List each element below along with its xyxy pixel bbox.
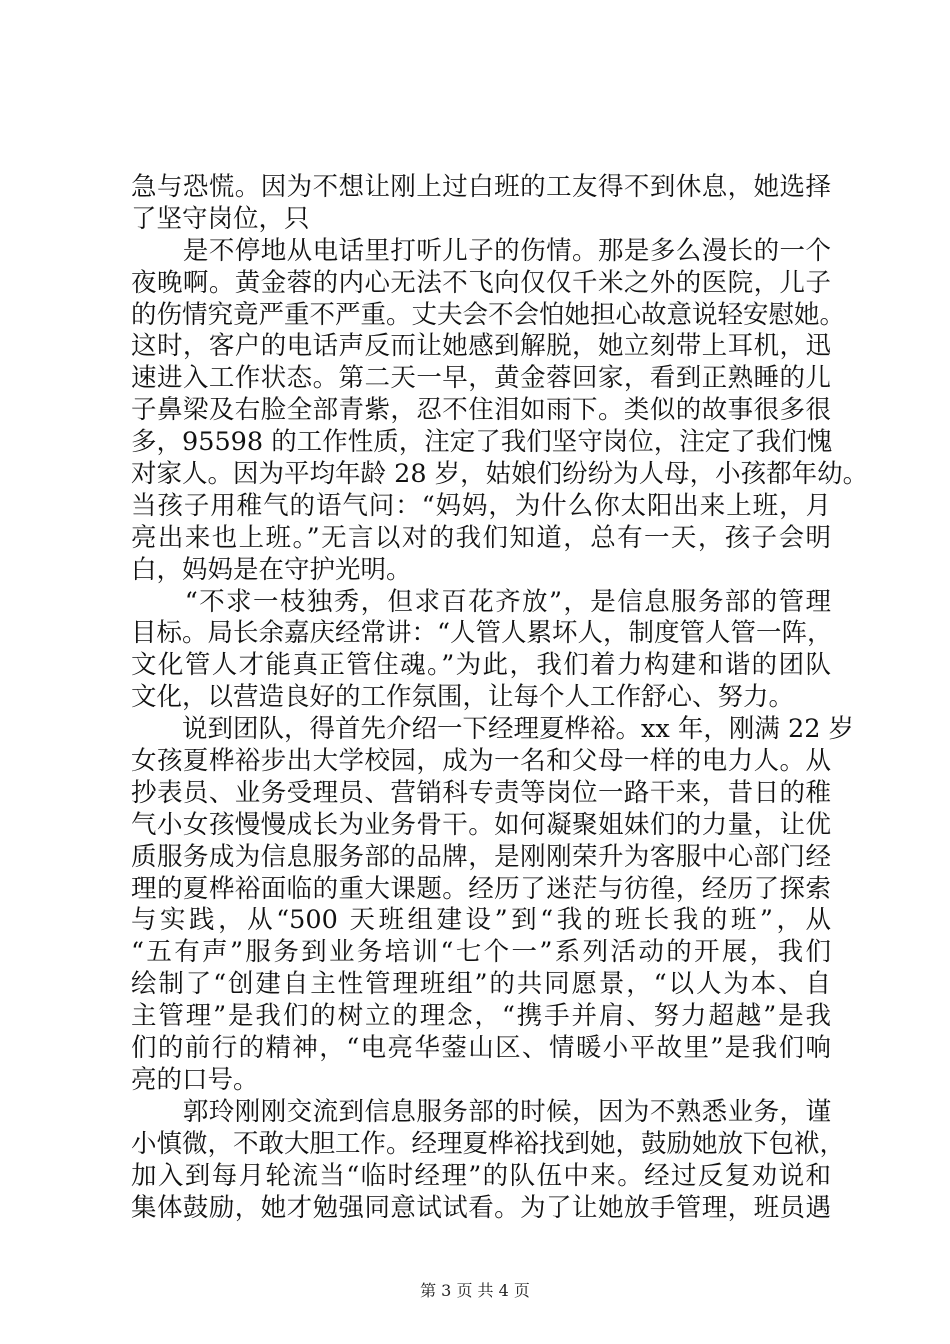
text-line: 与实践，从“500 天班组建设”到“我的班长我的班”，从 <box>131 905 831 936</box>
text-line: 速进入工作状态。第二天一早，黄金蓉回家，看到正熟睡的儿 <box>131 363 831 394</box>
text-line: 女孩夏桦裕步出大学校园，成为一名和父母一样的电力人。从 <box>131 746 831 777</box>
text-line: 小慎微，不敢大胆工作。经理夏桦裕找到她，鼓励她放下包袱， <box>131 1128 846 1159</box>
text-line: 文化，以营造良好的工作氛围，让每个人工作舒心、努力。 <box>131 682 795 713</box>
body-text <box>131 172 869 1224</box>
text-line: 急与恐慌。因为不想让刚上过白班的工友得不到休息，她选择 <box>131 172 831 202</box>
text-line: 白，妈妈是在守护光明。 <box>131 554 412 585</box>
text-line: 抄表员、业务受理员、营销科专责等岗位一路干来，昔日的稚 <box>131 777 831 808</box>
text-line: 加入到每月轮流当“临时经理”的队伍中来。经过反复劝说和 <box>131 1160 831 1191</box>
text-line: 当孩子用稚气的语气问：“妈妈，为什么你太阳出来上班，月 <box>131 490 831 521</box>
text-line: 目标。局长余嘉庆经常讲：“人管人累坏人，制度管人管一阵， <box>131 618 833 649</box>
text-line: 了坚守岗位，只 <box>131 203 310 234</box>
text-line: 们的前行的精神，“电亮华蓥山区、情暖小平故里”是我们响 <box>131 1033 831 1064</box>
text-line: 这时，客户的电话声反而让她感到解脱，她立刻带上耳机，迅 <box>131 331 831 362</box>
text-line: 主管理”是我们的树立的理念，“携手并肩、努力超越”是我 <box>131 1001 831 1032</box>
text-line: 气小女孩慢慢成长为业务骨干。如何凝聚姐妹们的力量，让优 <box>131 809 831 840</box>
text-line: 多，95598 的工作性质，注定了我们坚守岗位，注定了我们愧 <box>131 427 833 458</box>
text-line: “不求一枝独秀，但求百花齐放”，是信息服务部的管理 <box>131 586 831 617</box>
text-line: 子鼻梁及右脸全部青紫，忍不住泪如雨下。类似的故事很多很 <box>131 395 831 426</box>
text-line: “五有声”服务到业务培训“七个一”系列活动的开展，我们 <box>131 937 831 968</box>
text-line: 集体鼓励，她才勉强同意试试看。为了让她放手管理，班员遇 <box>131 1192 831 1223</box>
text-line: 理的夏桦裕面临的重大课题。经历了迷茫与彷徨，经历了探索 <box>131 873 831 904</box>
text-line: 郭玲刚刚交流到信息服务部的时候，因为不熟悉业务，谨 <box>131 1096 831 1127</box>
text-line: 质服务成为信息服务部的品牌，是刚刚荣升为客服中心部门经 <box>131 841 831 872</box>
text-line: 绘制了“创建自主性管理班组”的共同愿景，“以人为本、自 <box>131 969 831 1000</box>
page-footer: 第 3 页 共 4 页 <box>420 1281 530 1300</box>
text-line: 是不停地从电话里打听儿子的伤情。那是多么漫长的一个 <box>131 235 831 266</box>
text-line: 文化管人才能真正管住魂。”为此，我们着力构建和谐的团队 <box>131 650 831 681</box>
text-line: 亮出来也上班。”无言以对的我们知道，总有一天，孩子会明 <box>131 522 831 553</box>
text-line: 的伤情究竟严重不严重。丈夫会不会怕她担心故意说轻安慰她。 <box>131 299 846 330</box>
text-line: 对家人。因为平均年龄 28 岁，姑娘们纷纷为人母，小孩都年幼。 <box>131 459 869 490</box>
text-line: 夜晚啊。黄金蓉的内心无法不飞向仅仅千米之外的医院，儿子 <box>131 267 831 298</box>
text-line: 亮的口号。 <box>131 1064 259 1095</box>
text-line: 说到团队，得首先介绍一下经理夏桦裕。xx 年，刚满 22 岁 <box>131 714 855 745</box>
